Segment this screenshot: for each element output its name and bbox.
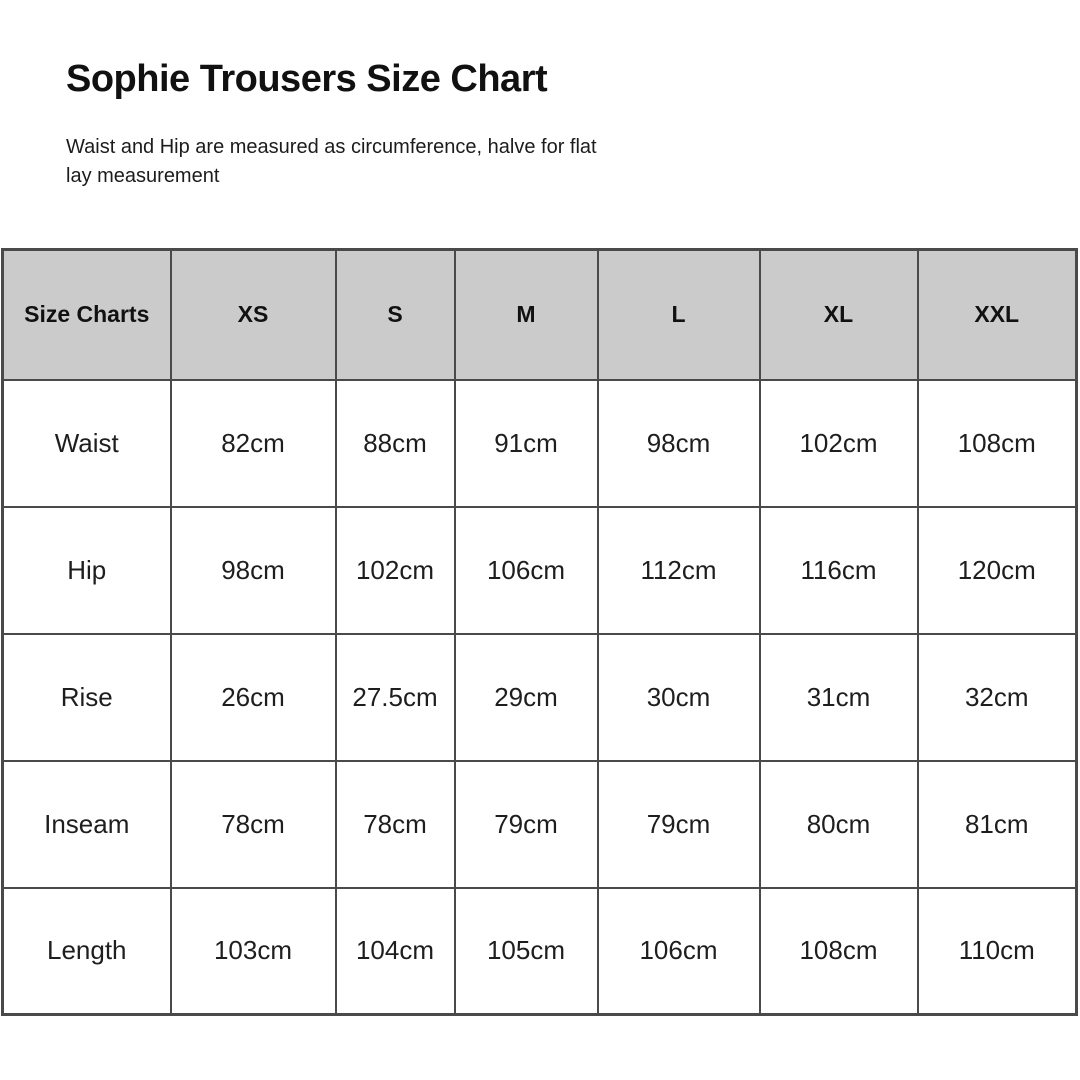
data-cell: 26cm [171, 634, 336, 761]
data-cell: 103cm [171, 888, 336, 1015]
header-cell-size-charts: Size Charts [3, 250, 171, 380]
data-cell: 79cm [455, 761, 598, 888]
data-cell: 32cm [918, 634, 1077, 761]
table-row-hip [3, 507, 1077, 634]
data-cell: 108cm [918, 380, 1077, 507]
header-block [0, 0, 1080, 191]
data-cell: 104cm [336, 888, 455, 1015]
data-cell: 112cm [598, 507, 760, 634]
data-cell: 27.5cm [336, 634, 455, 761]
row-label-cell: Inseam [3, 761, 171, 888]
data-cell: 82cm [171, 380, 336, 507]
row-label-cell: Waist [3, 380, 171, 507]
data-cell: 116cm [760, 507, 918, 634]
data-cell: 80cm [760, 761, 918, 888]
data-cell: 81cm [918, 761, 1077, 888]
table-row-inseam [3, 761, 1077, 888]
header-cell-l: L [598, 250, 760, 380]
data-cell: 79cm [598, 761, 760, 888]
data-cell: 110cm [918, 888, 1077, 1015]
header-cell-m: M [455, 250, 598, 380]
data-cell: 91cm [455, 380, 598, 507]
data-cell: 98cm [171, 507, 336, 634]
header-cell-xl: XL [760, 250, 918, 380]
data-cell: 29cm [455, 634, 598, 761]
data-cell: 102cm [336, 507, 455, 634]
data-cell: 98cm [598, 380, 760, 507]
page-subtitle: Waist and Hip are measured as circumference, halve for flat lay measurement [66, 136, 597, 187]
data-cell: 30cm [598, 634, 760, 761]
data-cell: 78cm [171, 761, 336, 888]
data-cell: 78cm [336, 761, 455, 888]
data-cell: 31cm [760, 634, 918, 761]
row-label-cell: Rise [3, 634, 171, 761]
row-label-cell: Hip [3, 507, 171, 634]
data-cell: 106cm [455, 507, 598, 634]
header-cell-xs: XS [171, 250, 336, 380]
data-cell: 102cm [760, 380, 918, 507]
data-cell: 105cm [455, 888, 598, 1015]
size-chart-table [1, 248, 1078, 1016]
table-row-waist [3, 380, 1077, 507]
page-title: Sophie Trousers Size Chart [66, 58, 548, 100]
table-header-row [3, 250, 1077, 380]
data-cell: 120cm [918, 507, 1077, 634]
row-label-cell: Length [3, 888, 171, 1015]
header-cell-s: S [336, 250, 455, 380]
table-row-length [3, 888, 1077, 1015]
data-cell: 106cm [598, 888, 760, 1015]
data-cell: 88cm [336, 380, 455, 507]
data-cell: 108cm [760, 888, 918, 1015]
table-row-rise [3, 634, 1077, 761]
header-cell-xxl: XXL [918, 250, 1077, 380]
